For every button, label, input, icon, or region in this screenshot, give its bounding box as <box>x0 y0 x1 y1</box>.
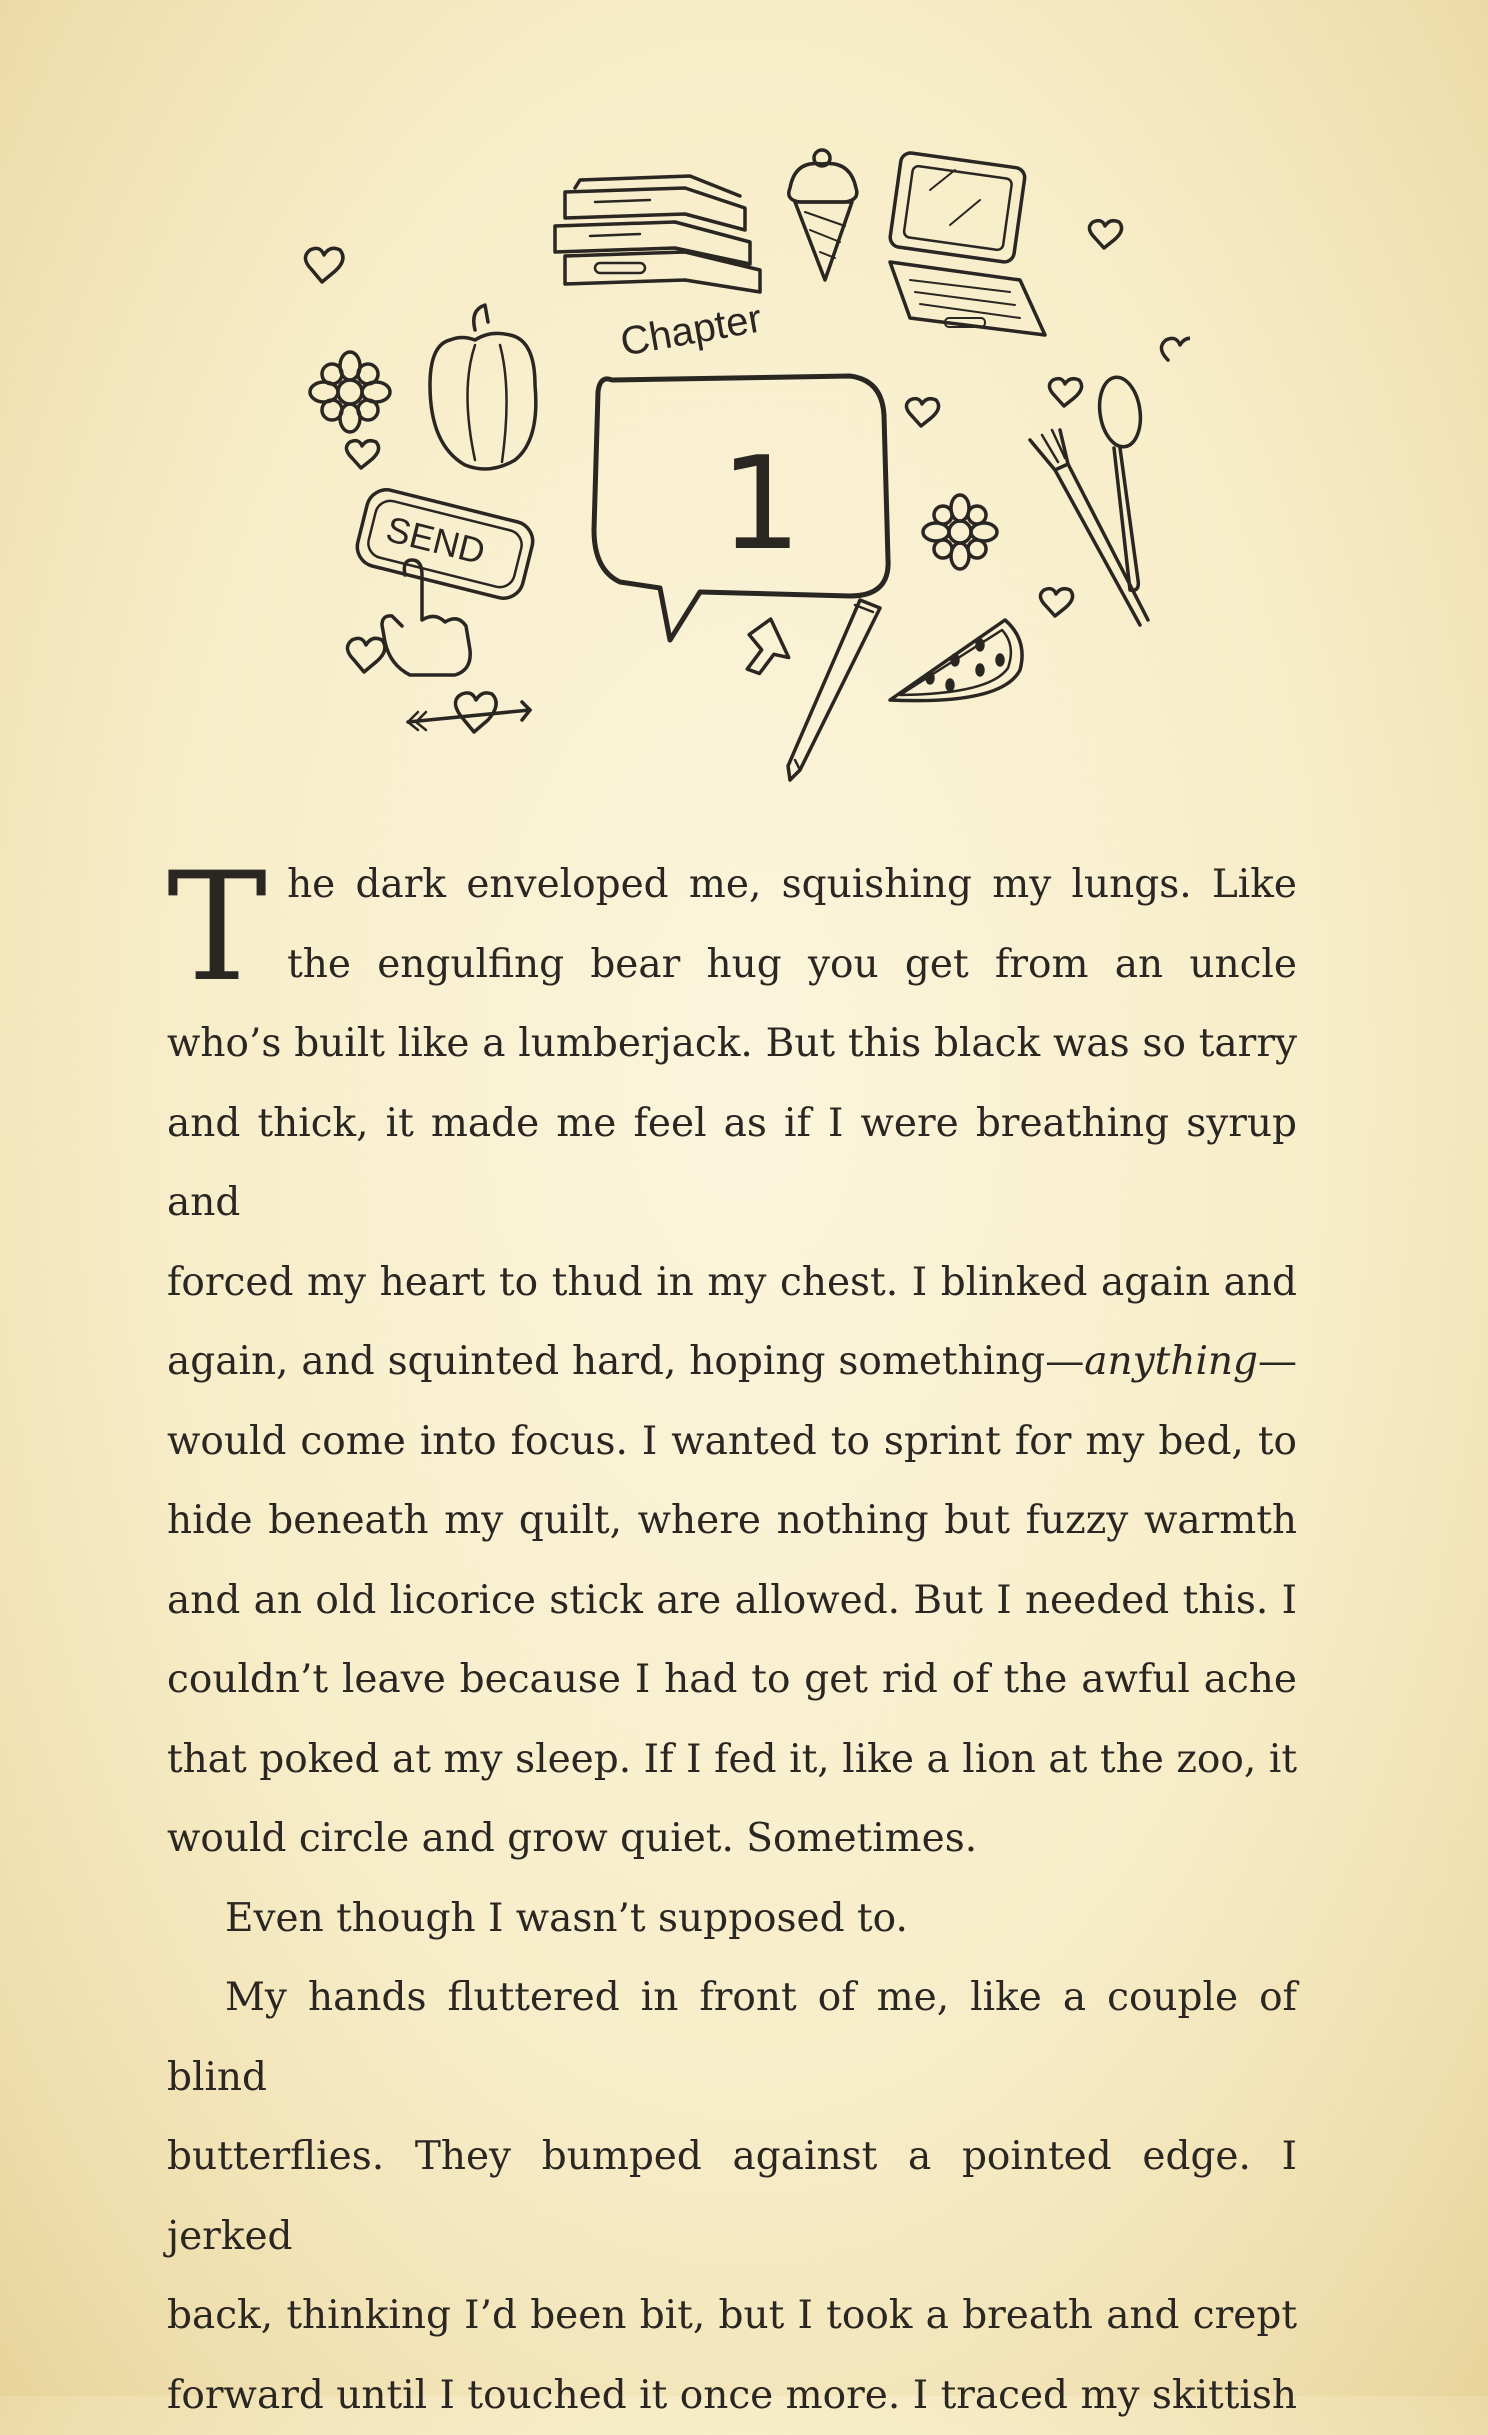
chapter-number: 1 <box>720 430 801 579</box>
send-button-label: SEND <box>382 508 489 572</box>
heart-icon <box>1049 379 1081 406</box>
laptop-icon <box>889 152 1045 335</box>
text-line: forced my heart to thud in my chest. I blinked again and <box>167 1243 1297 1323</box>
chapter-heading-word: Chapter <box>617 297 765 365</box>
text-line: back, thinking I’d been bit, but I took a breath and crept <box>167 2276 1297 2356</box>
watermelon-slice-icon <box>890 620 1022 701</box>
bell-pepper-icon <box>430 305 536 469</box>
text-line: the engulfing bear hug you get from an uncle <box>167 925 1297 1005</box>
text-line <box>167 1322 1297 1402</box>
heart-icon <box>1040 589 1072 616</box>
text-line: would circle and grow quiet. Sometimes. <box>167 1799 1297 1879</box>
text-line: he dark enveloped me, squishing my lungs. Like <box>167 845 1297 925</box>
paragraph-2: Even though I wasn’t supposed to. <box>167 1879 1297 1959</box>
text-run: again, and squinted hard, hoping something— <box>167 1339 1084 1384</box>
text-line: would come into focus. I wanted to sprint for my bed, to <box>167 1402 1297 1482</box>
text-line: forward until I touched it once more. I traced my skittish <box>167 2356 1297 2435</box>
paragraph-1 <box>167 845 1297 1879</box>
flower-icon <box>923 495 997 569</box>
flower-icon <box>310 352 390 432</box>
ice-cream-icon <box>789 150 857 280</box>
heart-icon <box>305 248 342 282</box>
arrow-cursor-icon <box>738 614 799 681</box>
heart-icon <box>906 399 938 426</box>
books-icon <box>555 176 760 292</box>
text-line: and thick, it made me feel as if I were breathing syrup and <box>167 1084 1297 1243</box>
chapter-doodle-cluster <box>290 130 1190 790</box>
heart-icon <box>346 441 378 468</box>
heart-arrow-icon <box>408 693 530 732</box>
text-line: and an old licorice stick are allowed. But I needed this. I <box>167 1561 1297 1641</box>
text-line: butterflies. They bumped against a pointed edge. I jerked <box>167 2117 1297 2276</box>
text-run: — <box>1258 1339 1297 1384</box>
text-line: couldn’t leave because I had to get rid of the awful ache <box>167 1640 1297 1720</box>
heart-icon <box>347 638 384 672</box>
pencil-icon <box>788 600 880 780</box>
text-line: hide beneath my quilt, where nothing but fuzzy warmth <box>167 1481 1297 1561</box>
emphasis-word: anything <box>1084 1339 1258 1384</box>
chapter-body-text <box>167 845 1297 2435</box>
paragraph-3 <box>167 1958 1297 2435</box>
text-line: who’s built like a lumberjack. But this black was so tarry <box>167 1004 1297 1084</box>
heart-icon <box>1089 221 1121 248</box>
drop-cap: T <box>167 853 267 1003</box>
heart-icon <box>1161 338 1190 360</box>
text-line: My hands fluttered in front of me, like a couple of blind <box>167 1958 1297 2117</box>
text-line: that poked at my sleep. If I fed it, like a lion at the zoo, it <box>167 1720 1297 1800</box>
